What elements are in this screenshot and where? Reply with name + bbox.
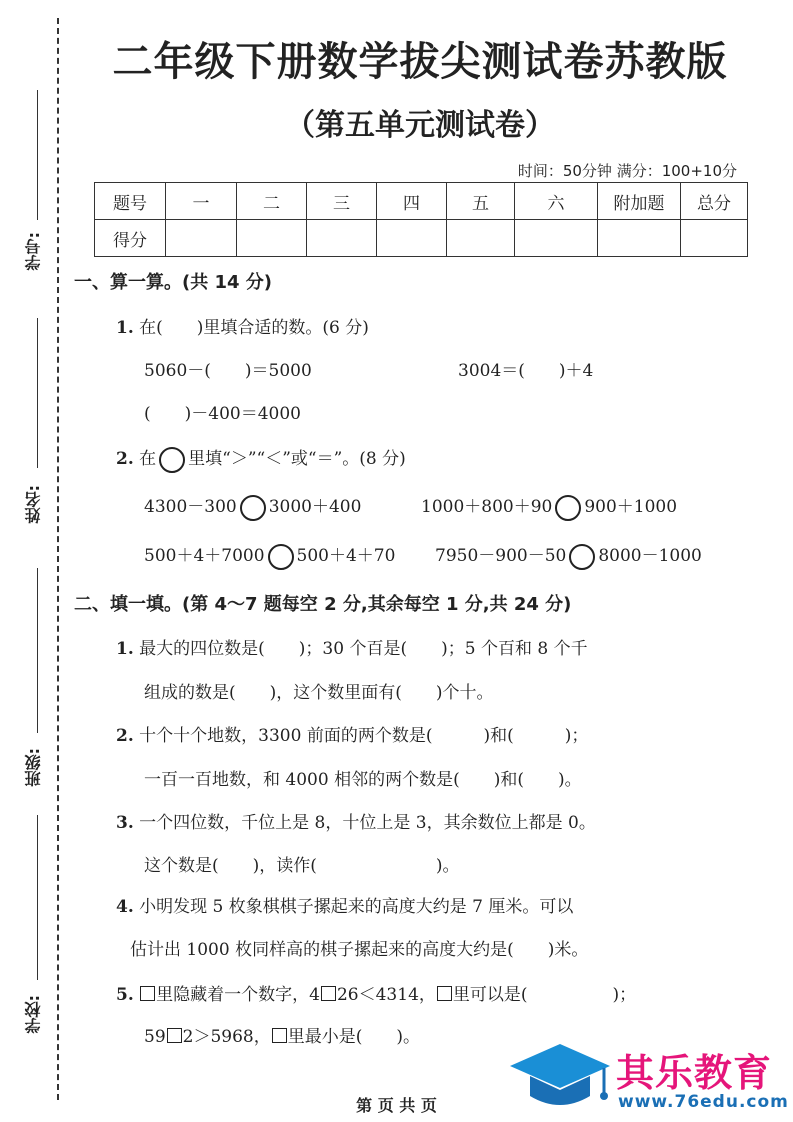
question-number: 3. xyxy=(116,813,134,833)
student-id-rule xyxy=(37,90,38,220)
class-label: 班级: xyxy=(24,747,43,786)
table-header-cell: 五 xyxy=(447,183,515,220)
s2-q5-line1 xyxy=(116,980,636,1005)
score-cell[interactable] xyxy=(166,220,237,257)
compare-left: 1000＋800＋90 xyxy=(421,497,553,517)
compare-circle-icon[interactable] xyxy=(569,544,595,570)
s2-q1-line1 xyxy=(116,634,588,659)
hidden-digit-box-icon xyxy=(140,986,155,1001)
compare-circle-icon xyxy=(159,447,185,473)
question-text: 里填“＞”“＜”或“＝”。(8 分) xyxy=(188,449,406,469)
score-cell[interactable] xyxy=(237,220,307,257)
question-text: 26＜4314， xyxy=(336,985,436,1005)
question-text: 里隐藏着一个数字，4 xyxy=(156,985,320,1005)
score-cell[interactable] xyxy=(598,220,681,257)
time-info: 时间：50分钟 满分：100+10分 xyxy=(517,162,737,180)
student-id-field[interactable] xyxy=(22,90,52,270)
question-text: 小明发现 5 枚象棋棋子摞起来的高度大约是 7 厘米。可以 xyxy=(139,897,574,917)
s2-q1-line2: 组成的数是( )，这个数里面有( )个十。 xyxy=(144,683,494,703)
class-rule xyxy=(37,568,38,733)
s2-q2-line1 xyxy=(116,721,588,746)
brand-url: www.76edu.com xyxy=(618,1092,789,1112)
page-footer: 第 页 共 页 xyxy=(356,1096,437,1115)
table-header-cell: 题号 xyxy=(95,183,166,220)
question-text: 最大的四位数是( )；30 个百是( )；5 个百和 8 个千 xyxy=(139,639,588,659)
question-text: 里可以是( )； xyxy=(452,985,637,1005)
binding-dashed-line xyxy=(57,18,59,1100)
table-header-cell: 三 xyxy=(307,183,377,220)
question-number: 2. xyxy=(116,449,134,469)
score-cell[interactable] xyxy=(447,220,515,257)
compare-circle-icon[interactable] xyxy=(555,495,581,521)
table-header-cell: 六 xyxy=(515,183,598,220)
s1-q2-prompt xyxy=(116,444,406,473)
score-cell[interactable] xyxy=(515,220,598,257)
student-id-label: 学号: xyxy=(24,231,43,270)
s1-q2-compare-3 xyxy=(144,541,395,570)
s2-q5-line2 xyxy=(144,1022,420,1047)
s2-q4-line2: 估计出 1000 枚同样高的棋子摞起来的高度大约是( )米。 xyxy=(130,940,589,960)
class-field[interactable] xyxy=(22,568,52,786)
s2-q3-line1 xyxy=(116,808,596,833)
question-text: 在( )里填合适的数。(6 分) xyxy=(139,318,369,338)
compare-right: 900＋1000 xyxy=(584,497,678,517)
score-cell[interactable] xyxy=(377,220,447,257)
name-label: 姓名: xyxy=(24,484,43,523)
score-table-row xyxy=(95,220,748,257)
table-header-cell: 一 xyxy=(166,183,237,220)
page-subtitle: （第五单元测试卷） xyxy=(285,108,555,143)
question-number: 2. xyxy=(116,726,134,746)
section2-heading: 二、填一填。(第 4～7 题每空 2 分,其余每空 1 分,共 24 分) xyxy=(74,594,572,615)
score-cell[interactable] xyxy=(681,220,748,257)
s1-q2-compare-1 xyxy=(144,492,361,521)
name-field[interactable] xyxy=(22,318,52,523)
school-label: 学校: xyxy=(24,994,43,1033)
compare-circle-icon[interactable] xyxy=(240,495,266,521)
s2-q2-line2: 一百一百地数，和 4000 相邻的两个数是( )和( )。 xyxy=(144,770,582,790)
table-header-cell: 四 xyxy=(377,183,447,220)
school-field[interactable] xyxy=(22,815,52,1033)
question-number: 1. xyxy=(116,318,134,338)
score-cell[interactable] xyxy=(307,220,377,257)
hidden-digit-box-icon xyxy=(437,986,452,1001)
question-number: 5. xyxy=(116,985,134,1005)
score-table xyxy=(94,182,748,257)
compare-circle-icon[interactable] xyxy=(268,544,294,570)
compare-left: 4300－300 xyxy=(144,497,237,517)
question-number: 4. xyxy=(116,897,134,917)
s1-q2-compare-4 xyxy=(435,541,702,570)
page-title: 二年级下册数学拔尖测试卷苏教版 xyxy=(112,39,728,85)
hidden-digit-box-icon xyxy=(321,986,336,1001)
s1-q1-eq-c: ( )－400＝4000 xyxy=(144,404,301,424)
table-header-cell: 总分 xyxy=(681,183,748,220)
compare-left: 7950－900－50 xyxy=(435,546,567,566)
compare-right: 3000＋400 xyxy=(268,497,362,517)
question-number: 1. xyxy=(116,639,134,659)
s1-q1-eq-b: 3004＝( )＋4 xyxy=(458,361,594,381)
compare-right: 500＋4＋70 xyxy=(296,546,396,566)
s1-q2-compare-2 xyxy=(421,492,677,521)
compare-left: 500＋4＋7000 xyxy=(144,546,265,566)
table-header-cell: 二 xyxy=(237,183,307,220)
score-row-label: 得分 xyxy=(95,220,166,257)
section1-heading: 一、算一算。(共 14 分) xyxy=(74,272,273,293)
compare-right: 8000－1000 xyxy=(598,546,702,566)
question-text: 十个十个地数，3300 前面的两个数是( )和( )； xyxy=(139,726,589,746)
hidden-digit-box-icon xyxy=(272,1028,287,1043)
name-rule xyxy=(37,318,38,468)
question-text: 2＞5968， xyxy=(182,1027,271,1047)
table-header-cell: 附加题 xyxy=(598,183,681,220)
question-text: 里最小是( )。 xyxy=(287,1027,420,1047)
s1-q1-eq-a: 5060－( )＝5000 xyxy=(144,361,312,381)
s1-q1-prompt xyxy=(116,313,369,338)
school-rule xyxy=(37,815,38,980)
question-text: 59 xyxy=(144,1027,166,1047)
s2-q4-line1 xyxy=(116,892,573,917)
s2-q3-line2: 这个数是( )，读作( )。 xyxy=(144,856,460,876)
hidden-digit-box-icon xyxy=(167,1028,182,1043)
brand-name: 其乐教育 xyxy=(616,1051,773,1095)
score-table-header-row xyxy=(95,183,748,220)
question-text: 一个四位数，千位上是 8，十位上是 3，其余数位上都是 0。 xyxy=(139,813,596,833)
question-text: 在 xyxy=(139,449,157,469)
